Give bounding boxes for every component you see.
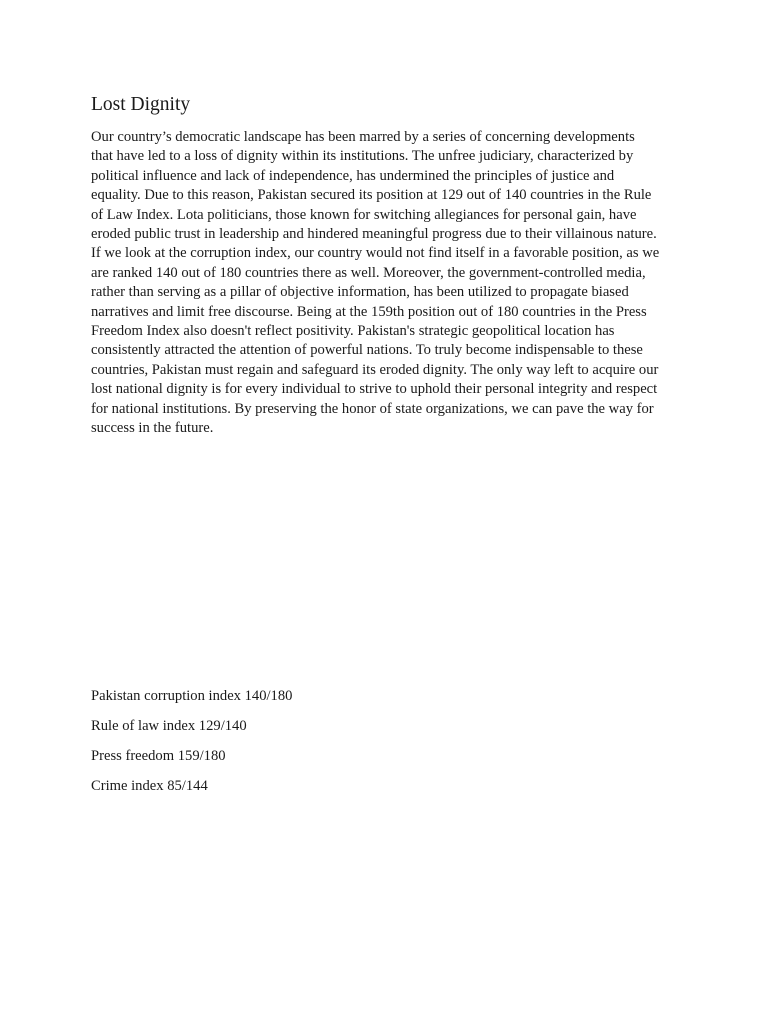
- stat-rule-of-law-index: Rule of law index 129/140: [91, 718, 247, 734]
- paragraph-line: countries, Pakistan must regain and safeguard its eroded dignity. The only way left to acquire our: [91, 361, 659, 378]
- paragraph-line: equality. Due to this reason, Pakistan secured its position at 129 out of 140 countries in the Rule: [91, 187, 652, 204]
- paragraph-line: rather than serving as a pillar of objective information, has been utilized to propagate biased: [91, 284, 629, 301]
- body-paragraph: [91, 128, 659, 439]
- paragraph-line: success in the future.: [91, 420, 214, 437]
- paragraph-line: of Law Index. Lota politicians, those known for switching allegiances for personal gain, have: [91, 206, 637, 223]
- stat-crime-index: Crime index 85/144: [91, 778, 208, 794]
- stat-corruption-index: Pakistan corruption index 140/180: [91, 688, 293, 704]
- paragraph-line: for national institutions. By preserving the honor of state organizations, we can pave the way for: [91, 400, 654, 417]
- paragraph-line: Freedom Index also doesn't reflect positivity. Pakistan's strategic geopolitical location has: [91, 323, 615, 340]
- paragraph-line: political influence and lack of independence, has undermined the principles of justice and: [91, 167, 615, 184]
- paragraph-line: Our country’s democratic landscape has been marred by a series of concerning developments: [91, 129, 635, 145]
- paragraph-line: eroded public trust in leadership and hindered meaningful progress due to their villainous nature.: [91, 226, 657, 243]
- paragraph-line: If we look at the corruption index, our country would not find itself in a favorable position, as we: [91, 245, 660, 262]
- paragraph-line: lost national dignity is for every individual to strive to uphold their personal integrity and respect: [91, 381, 658, 398]
- paragraph-line: narratives and limit free discourse. Being at the 159th position out of 180 countries in the Press: [91, 303, 647, 320]
- paragraph-line: consistently attracted the attention of powerful nations. To truly become indispensable to these: [91, 342, 643, 359]
- document-title: Lost Dignity: [91, 94, 191, 115]
- stats-list: [91, 686, 292, 806]
- paragraph-line: that have led to a loss of dignity within its institutions. The unfree judiciary, characterized by: [91, 148, 634, 165]
- paragraph-line: are ranked 140 out of 180 countries there as well. Moreover, the government-controlled media,: [91, 264, 646, 281]
- stat-press-freedom: Press freedom 159/180: [91, 748, 226, 764]
